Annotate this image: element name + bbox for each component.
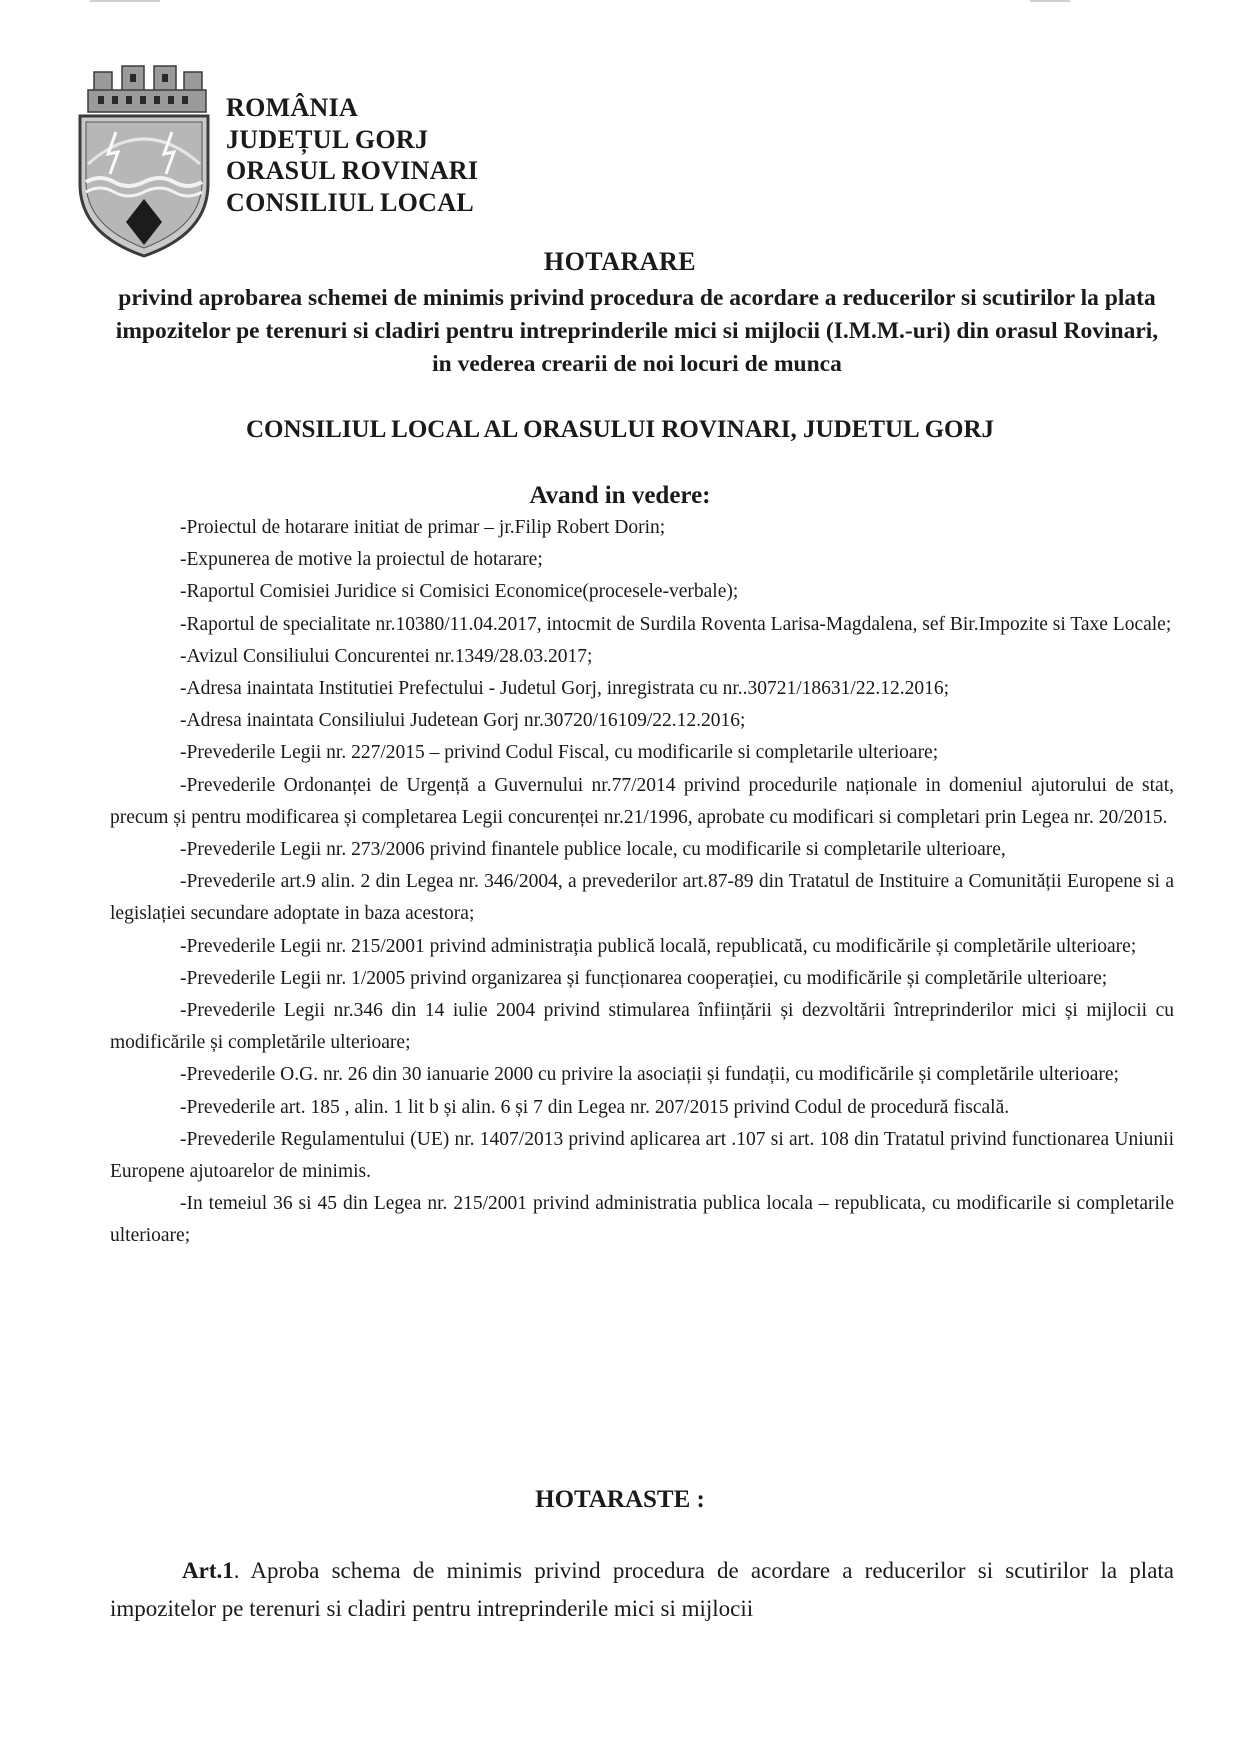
county-line: JUDEȚUL GORJ bbox=[226, 124, 429, 154]
consideration-item: -In temeiul 36 si 45 din Legea nr. 215/2001 privind administratia publica locala – republicata, cu modificarile si completarile ulterioare; bbox=[110, 1193, 1174, 1247]
consideration-item: -Prevederile Legii nr. 1/2005 privind organizarea și funcționarea cooperației, cu modificările și completările ulterioare; bbox=[180, 967, 1108, 989]
scan-edge-mark bbox=[1030, 0, 1070, 2]
consideration-item: -Expunerea de motive la proiectul de hotarare; bbox=[180, 549, 543, 571]
consideration-item: -Raportul de specialitate nr.10380/11.04.2017, intocmit de Surdila Roventa Larisa-Magdalena, sef Bir.Impozite si Taxe Locale; bbox=[180, 613, 1172, 635]
scan-edge-mark bbox=[90, 0, 160, 2]
article-1-label: Art.1 bbox=[182, 1558, 234, 1583]
coat-of-arms-icon bbox=[74, 64, 214, 259]
letterhead bbox=[74, 64, 574, 264]
considerations-list bbox=[110, 512, 1174, 1253]
consideration-item: -Adresa inaintata Consiliului Judetean Gorj nr.30720/16109/22.12.2016; bbox=[180, 710, 746, 732]
article-1-text: . Aproba schema de minimis privind procedura de acordare a reducerilor si scutirilor la plata impozitelor pe terenuri si cladiri pentru intreprinderile mici si mijlocii bbox=[110, 1558, 1174, 1621]
decision-heading: HOTARASTE : bbox=[535, 1486, 705, 1513]
document-title: HOTARARE bbox=[543, 247, 697, 276]
consideration-item: -Raportul Comisiei Juridice si Comisici Economice(procesele-verbale); bbox=[180, 581, 739, 603]
consideration-item: -Prevederile Legii nr. 215/2001 privind administrația publică locală, republicată, cu modificările și completările ulterioare; bbox=[180, 935, 1137, 957]
council-heading: CONSILIUL LOCAL AL ORASULUI ROVINARI, JUDETUL GORJ bbox=[245, 416, 995, 443]
consideration-item: -Avizul Consiliului Concurentei nr.1349/28.03.2017; bbox=[180, 645, 593, 667]
document-subtitle: privind aprobarea schemei de minimis privind procedura de acordare a reducerilor si scutirilor la plata impozitelor pe terenuri si cladiri pentru intreprinderile mici si mijlocii (I.M.M.-uri) din orasul Rovinari, in vederea crearii de noi locuri de munca bbox=[115, 285, 1159, 377]
consideration-item: -Prevederile Ordonanței de Urgență a Guvernului nr.77/2014 privind procedurile naționale in domeniul ajutorului de stat, precum și pentru modificarea și completarea Legii concurenței nr.21/1996, aprobate cu modificari si completari prin Legea nr. 20/2015. bbox=[110, 774, 1174, 828]
consideration-item: -Prevederile Legii nr.346 din 14 iulie 2004 privind stimularea înființării și dezvoltării întreprinderilor mici și mijlocii cu modificările și completările ulterioare; bbox=[110, 1000, 1174, 1054]
consideration-item: -Prevederile art. 185 , alin. 1 lit b și alin. 6 și 7 din Legea nr. 207/2015 privind Codul de procedură fiscală. bbox=[180, 1096, 1010, 1118]
letterhead-text bbox=[226, 92, 478, 218]
consideration-item: -Prevederile O.G. nr. 26 din 30 ianuarie 2000 cu privire la asociații și fundații, cu modificările și completările ulterioare; bbox=[180, 1064, 1119, 1086]
article-1 bbox=[110, 1552, 1174, 1628]
town-line: ORASUL ROVINARI bbox=[226, 156, 479, 185]
consideration-item: -Proiectul de hotarare initiat de primar – jr.Filip Robert Dorin; bbox=[180, 517, 666, 538]
consideration-item: -Adresa inaintata Institutiei Prefectului - Judetul Gorj, inregistrata cu nr..30721/18631/22.12.2016; bbox=[180, 678, 950, 700]
consideration-item: -Prevederile Regulamentului (UE) nr. 1407/2013 privind aplicarea art .107 si art. 108 din Tratatul privind functionarea Uniunii Europene ajutoarelor de minimis. bbox=[110, 1128, 1174, 1183]
consideration-item: -Prevederile Legii nr. 227/2015 – privind Codul Fiscal, cu modificarile si completarile ulterioare; bbox=[180, 742, 939, 764]
country-line: ROMÂNIA bbox=[226, 93, 359, 122]
consideration-item: -Prevederile Legii nr. 273/2006 privind finantele publice locale, cu modificarile si completarile ulterioare, bbox=[180, 839, 1006, 861]
considerations-heading: Avand in vedere: bbox=[529, 482, 711, 509]
article-1-paragraph bbox=[110, 1552, 1174, 1628]
council-line: CONSILIUL LOCAL bbox=[226, 187, 474, 217]
consideration-item: -Prevederile art.9 alin. 2 din Legea nr. 346/2004, a prevederilor art.87-89 din Tratatul de Instituire a Comunității Europene si a legislației secundare adoptate in baza acestora; bbox=[110, 871, 1174, 925]
